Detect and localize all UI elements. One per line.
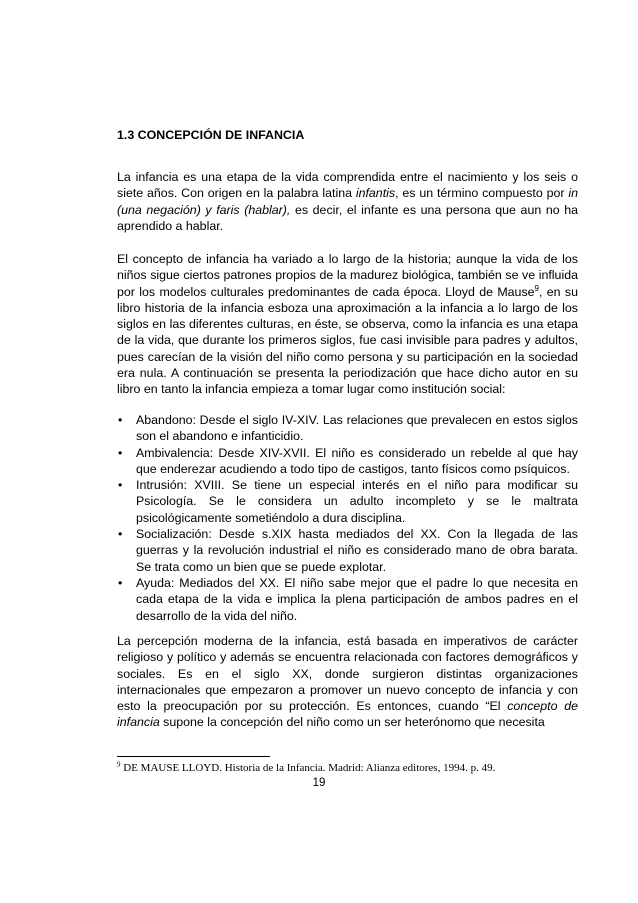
paragraph-modern-perception xyxy=(117,633,578,731)
list-item xyxy=(117,445,578,478)
list-item xyxy=(117,477,578,526)
p1-text-a: La infancia es una etapa de la vida comprendida entre el nacimiento y los seis o siete años. Con origen en la palabra latina xyxy=(117,170,578,201)
bullet-marker: • xyxy=(118,527,123,542)
section-heading: 1.3 CONCEPCIÓN DE INFANCIA xyxy=(117,128,305,142)
p3-italic-concept: concepto de infancia xyxy=(117,699,579,730)
paragraph-definition xyxy=(117,169,578,234)
p1-italic-etymology: in (una negación) y faris (hablar), xyxy=(117,186,578,217)
bullet-marker: • xyxy=(118,445,123,460)
footnote-text: DE MAUSE LLOYD. Historia de la Infancia. Madrid: Alianza editores, 1994. p. 49. xyxy=(120,762,496,774)
p3-text-a: La percepción moderna de la infancia, está basada en imperativos de carácter religioso y político y además se encuentra relacionada con factores demográficos y sociales. Es en el siglo XX, donde surgieron distintas organizaciones internacionales que empezaron a promover un nuevo concepto de infancia y con esto la preocupación por su protección. Es entonces, cuando “El xyxy=(117,634,578,714)
footnote-reference[interactable]: 9 xyxy=(534,283,539,293)
periodization-list xyxy=(117,412,578,624)
p1-italic-infantis: infantis xyxy=(355,186,396,201)
list-item-text: Socialización: Desde s.XIX hasta mediados del XX. Con la llegada de las guerras y la revolución industrial el niño es considerado mano de obra barata. Se trata como un bien que se puede explotar. xyxy=(136,527,578,574)
bullet-marker: • xyxy=(118,478,123,493)
p1-text-e: es decir, el infante es una persona que aun no ha aprendido a hablar. xyxy=(117,202,578,233)
footnote-separator xyxy=(117,756,270,757)
list-item xyxy=(117,575,578,624)
list-item xyxy=(117,412,578,445)
bullet-marker: • xyxy=(118,413,123,427)
p1-text-c: , es un término compuesto por xyxy=(395,186,569,201)
p2-text-a: El concepto de infancia ha variado a lo largo de la historia; aunque la vida de los niños sigue ciertos patrones propios de la madurez biológica, también se ve influida por los modelos culturales predominantes de cada época. Lloyd de Mause xyxy=(117,252,578,299)
list-item-text: Abandono: Desde el siglo IV-XIV. Las relaciones que prevalecen en estos siglos son el abandono e infanticidio. xyxy=(136,413,578,444)
list-item-text: Intrusión: XVIII. Se tiene un especial interés en el niño para modificar su Psicología. Se le considera un adulto incompleto y se le maltrata psicológicamente sometiéndolo a dura disciplina. xyxy=(136,478,578,525)
footnote xyxy=(117,762,587,775)
bullet-marker: • xyxy=(118,575,123,590)
footnote-number: 9 xyxy=(117,760,121,769)
p3-text-c: supone la concepción del niño como un ser heterónomo que necesita xyxy=(159,715,545,730)
p2-text-b: , en su libro historia de la infancia esboza una aproximación a la infancia a lo largo de los siglos en las diferentes culturas, en éste, se observa, como la infancia es una etapa de la vida, que durante los primeros siglos, fue casi invisible para padres y adultos, pues carecían de la visión del niño como persona y su participación en la sociedad era nula. A continuación se presenta la periodización que hace dicho autor en su libro en tanto la infancia empieza a tomar lugar como institución social: xyxy=(117,284,578,397)
page-number: 19 xyxy=(312,777,326,789)
list-item-text: Ambivalencia: Desde XIV-XVII. El niño es considerado un rebelde al que hay que enderezar acudiendo a todo tipo de castigos, tanto físicos como psíquicos. xyxy=(136,445,578,476)
paragraph-history xyxy=(117,251,578,398)
list-item-text: Ayuda: Mediados del XX. El niño sabe mejor que el padre lo que necesita en cada etapa de la vida e implica la plena participación de ambos padres en el desarrollo de la vida del niño. xyxy=(136,575,578,623)
list-item xyxy=(117,526,578,575)
